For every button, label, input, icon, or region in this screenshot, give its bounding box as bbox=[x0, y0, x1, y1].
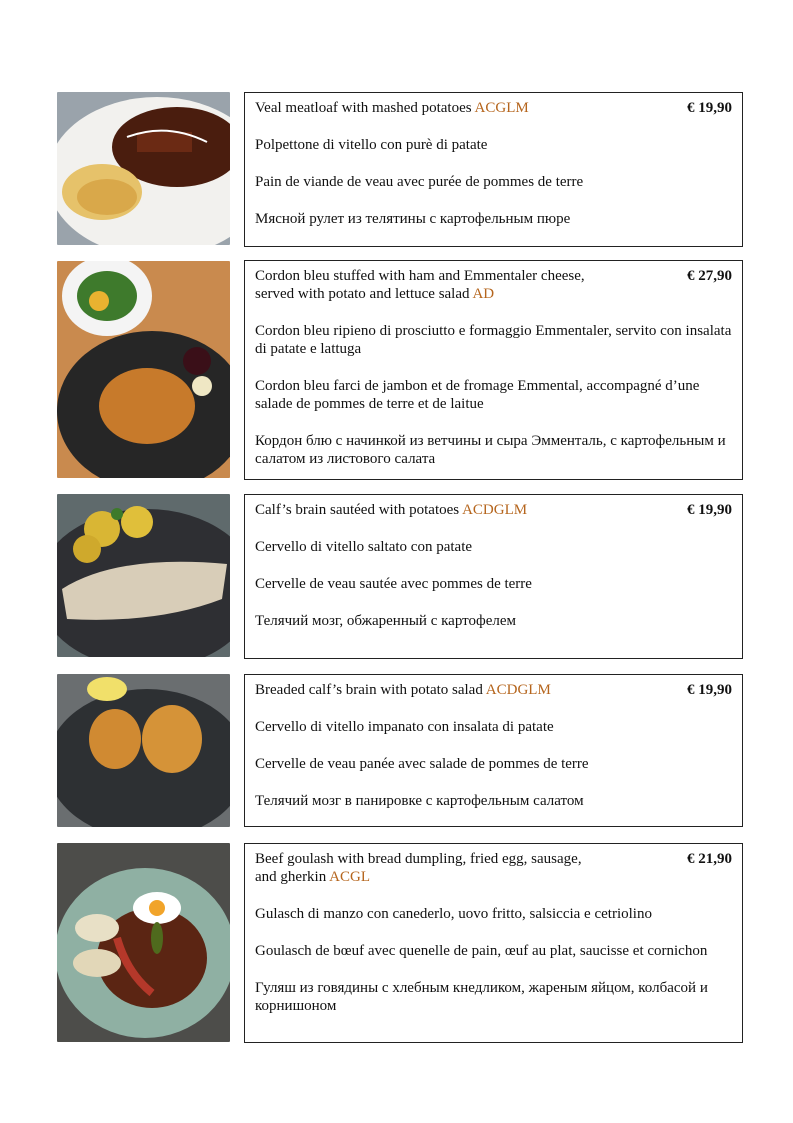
dish-desc-ru: Телячий мозг в панировке с картофельным салатом bbox=[255, 793, 584, 809]
dish-title bbox=[255, 501, 732, 519]
allergen-codes: ACDGLM bbox=[462, 502, 528, 518]
allergen-codes: ACGLM bbox=[474, 100, 529, 116]
dish-desc-it: Cervello di vitello saltato con patate bbox=[255, 539, 473, 555]
allergen-codes: ACDGLM bbox=[485, 682, 551, 698]
dish-price: € 27,90 bbox=[687, 268, 732, 284]
dish-title bbox=[255, 99, 732, 117]
dish-photo-cordon-bleu bbox=[57, 261, 230, 478]
dish-title-en: Calf’s brain sautéed with potatoes bbox=[255, 502, 460, 518]
dish-desc-it: Polpettone di vitello con purè di patate bbox=[255, 137, 488, 153]
allergen-codes: ACGL bbox=[329, 869, 371, 885]
dish-price: € 21,90 bbox=[687, 851, 732, 867]
dish-desc-fr: Pain de viande de veau avec purée de pommes de terre bbox=[255, 174, 584, 190]
dish-title bbox=[255, 850, 732, 886]
dish-title-en: Veal meatloaf with mashed potatoes bbox=[255, 100, 472, 116]
dish-card-breaded-calfs-brain bbox=[244, 674, 743, 827]
dish-desc-fr: Cordon bleu farci de jambon et de fromage Emmental, accompagné d’une salade de pommes de terre et de laitue bbox=[255, 378, 700, 412]
dish-title-en: Breaded calf’s brain with potato salad bbox=[255, 682, 483, 698]
dish-photo-beef-goulash bbox=[57, 843, 230, 1042]
dish-photo-veal-meatloaf bbox=[57, 92, 230, 245]
dish-desc-fr: Cervelle de veau panée avec salade de pommes de terre bbox=[255, 756, 589, 772]
dish-desc-ru: Кордон блю с начинкой из ветчины и сыра Эмменталь, с картофельным и салатом из листового салата bbox=[255, 433, 726, 467]
dish-title bbox=[255, 681, 732, 699]
dish-desc-it: Gulasch di manzo con canederlo, uovo fritto, salsiccia e cetriolino bbox=[255, 906, 652, 922]
dish-price: € 19,90 bbox=[687, 100, 732, 116]
dish-title-en-line1: Beef goulash with bread dumpling, fried egg, sausage, bbox=[255, 851, 582, 867]
dish-desc-fr: Goulasch de bœuf avec quenelle de pain, œuf au plat, saucisse et cornichon bbox=[255, 943, 708, 959]
allergen-codes: AD bbox=[472, 286, 495, 302]
dish-title-en-line1: Cordon bleu stuffed with ham and Emmentaler cheese, bbox=[255, 268, 585, 284]
dish-price: € 19,90 bbox=[687, 682, 732, 698]
dish-card-beef-goulash bbox=[244, 843, 743, 1043]
dish-desc-ru: Мясной рулет из телятины с картофельным пюре bbox=[255, 211, 571, 227]
dish-photo-calfs-brain-sauteed bbox=[57, 494, 230, 657]
dish-title-en-line2: and gherkin bbox=[255, 869, 327, 885]
dish-title bbox=[255, 267, 732, 303]
dish-desc-it: Cordon bleu ripieno di prosciutto e formaggio Emmentaler, servito con insalata di patate e lattuga bbox=[255, 323, 732, 357]
dish-title-en-line2: served with potato and lettuce salad bbox=[255, 286, 470, 302]
dish-desc-it: Cervello di vitello impanato con insalata di patate bbox=[255, 719, 554, 735]
dish-desc-fr: Cervelle de veau sautée avec pommes de terre bbox=[255, 576, 532, 592]
dish-desc-ru: Телячий мозг, обжаренный с картофелем bbox=[255, 613, 517, 629]
dish-card-calfs-brain-sauteed bbox=[244, 494, 743, 659]
dish-card-cordon-bleu bbox=[244, 260, 743, 480]
dish-desc-ru: Гуляш из говядины с хлебным кнедликом, жареным яйцом, колбасой и корнишоном bbox=[255, 980, 708, 1014]
dish-price: € 19,90 bbox=[687, 502, 732, 518]
dish-card-veal-meatloaf bbox=[244, 92, 743, 247]
dish-photo-breaded-calfs-brain bbox=[57, 674, 230, 827]
